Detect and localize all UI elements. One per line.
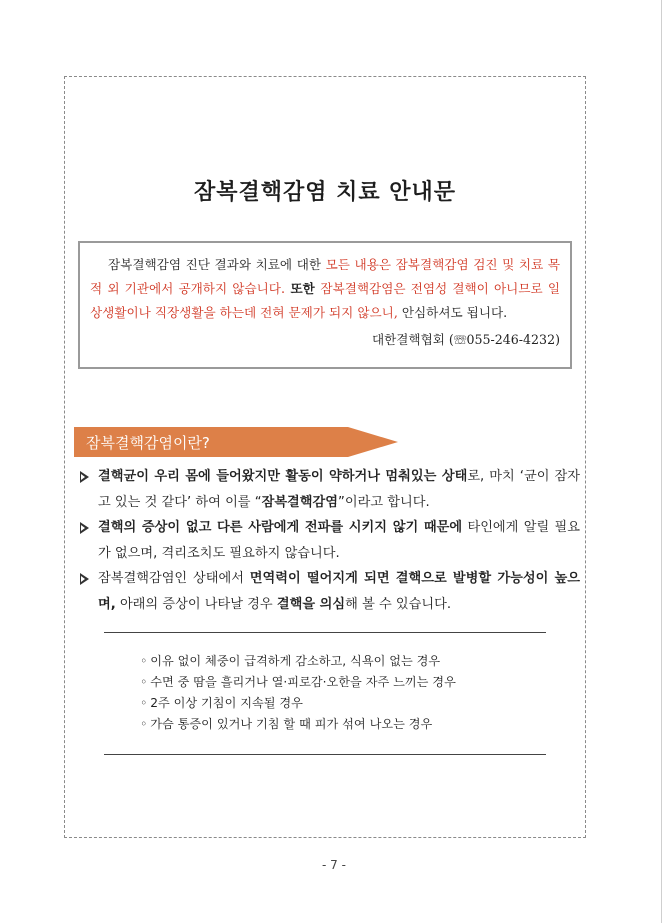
triangle-bullet-icon xyxy=(80,573,89,585)
section-banner xyxy=(74,427,398,457)
list-item xyxy=(80,566,580,617)
bullet-text-end: ”이라고 합니다. xyxy=(338,494,430,510)
scan-edge-line xyxy=(661,0,662,923)
symptom-item: ◦ 수면 중 땀을 흘리거나 열·피로감·오한을 자주 느끼는 경우 xyxy=(140,672,560,693)
list-item xyxy=(80,464,580,515)
page-title: 잠복결핵감염 치료 안내문 xyxy=(193,180,457,205)
notice-text-red-2: 잠복결핵감염은 전염성 결핵이 아니므로 일상생활이나 직장생활을 하는데 전혀 문제가 되지 않으니, xyxy=(90,281,560,320)
notice-box xyxy=(78,241,572,369)
notice-signature: 대한결핵협회 (☏055-246-4232) xyxy=(371,332,560,347)
page-number: - 7 - xyxy=(322,858,346,872)
list-item xyxy=(80,515,580,566)
divider-top xyxy=(104,632,546,633)
definition-list xyxy=(80,464,580,617)
bullet-bold-text: 면역력이 떨어지게 되면 결핵으로 발병할 가능성이 높으며, xyxy=(98,571,580,612)
bullet-text-start: 잠복결핵감염인 상태에서 xyxy=(98,571,250,586)
bullet-text: 로, 마치 ‘균이 잠자고 있는 것 같다’ 하여 이를 “ xyxy=(98,469,580,510)
notice-paragraph xyxy=(90,253,560,325)
triangle-bullet-icon xyxy=(80,522,89,534)
symptom-list xyxy=(140,651,560,735)
bullet-bold-term: 잠복결핵감염 xyxy=(261,494,339,510)
notice-text-red-1: 모든 내용은 잠복결핵감염 검진 및 치료 목적 외 기관에서 공개하지 않습니다. xyxy=(90,257,560,296)
bullet-bold-text: 결핵균이 우리 몸에 들어왔지만 활동이 약하거나 멈춰있는 상태 xyxy=(98,469,468,484)
notice-text-also: 또한 xyxy=(284,281,321,296)
symptom-item: ◦ 2주 이상 기침이 지속될 경우 xyxy=(140,693,560,714)
symptom-item: ◦ 가슴 통증이 있거나 기침 할 때 피가 섞여 나오는 경우 xyxy=(140,714,560,735)
section-heading: 잠복결핵감염이란? xyxy=(86,434,210,452)
symptom-item: ◦ 이유 없이 체중이 급격하게 감소하고, 식욕이 없는 경우 xyxy=(140,651,560,672)
bullet-text-end: 해 볼 수 있습니다. xyxy=(345,596,452,612)
bullet-bold-term: 결핵을 의심 xyxy=(276,596,346,612)
notice-text-plain: 잠복결핵감염 진단 결과와 치료에 대한 xyxy=(108,257,326,272)
divider-bottom xyxy=(104,754,546,755)
notice-text-reassure: 안심하셔도 됩니다. xyxy=(397,305,508,320)
bullet-text: 타인에게 알릴 필요가 없으며, 격리조치도 필요하지 않습니다. xyxy=(98,520,580,561)
triangle-bullet-icon xyxy=(80,471,89,483)
bullet-text: 아래의 증상이 나타날 경우 xyxy=(115,596,277,612)
bullet-bold-text: 결핵의 증상이 없고 다른 사람에게 전파를 시키지 않기 때문에 xyxy=(98,520,463,535)
